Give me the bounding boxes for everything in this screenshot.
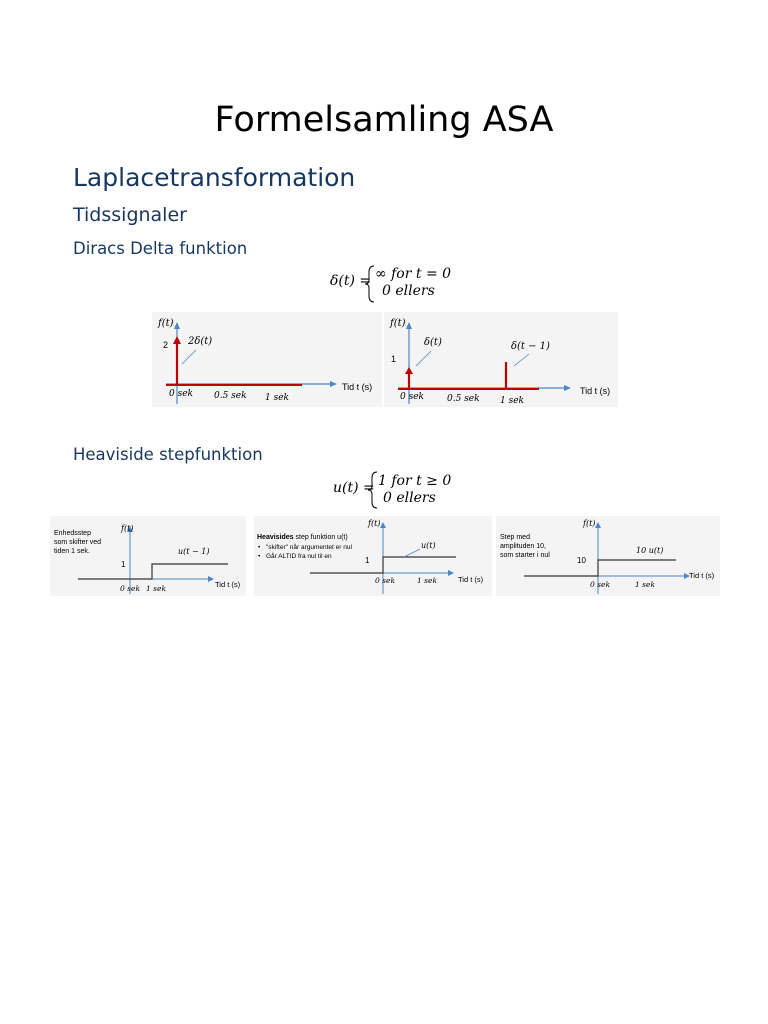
annotation-label-1: δ(t) bbox=[424, 337, 442, 348]
x-tick-0: 0 sek bbox=[590, 580, 610, 589]
dirac-formula-case2: 0 ellers bbox=[382, 283, 435, 299]
bullet-dot-icon: • bbox=[258, 553, 261, 560]
heaviside-formula-case2: 0 ellers bbox=[383, 490, 436, 506]
dirac-formula-case1: ∞ for t = 0 bbox=[375, 266, 452, 282]
y-tick: 10 bbox=[577, 556, 586, 565]
y-tick: 1 bbox=[121, 560, 126, 569]
x-tick-2: 1 sek bbox=[265, 393, 289, 403]
x-label: Tid t (s) bbox=[342, 382, 373, 392]
heading-tidssignaler: Tidssignaler bbox=[73, 204, 187, 226]
dirac-formula-lhs: δ(t) = bbox=[330, 273, 372, 289]
y-label: f(t) bbox=[121, 524, 134, 533]
x-tick-1: 0.5 sek bbox=[447, 394, 480, 404]
page-title: Formelsamling ASA bbox=[214, 100, 554, 140]
x-label: Tid t (s) bbox=[458, 575, 484, 584]
y-label: f(t) bbox=[390, 318, 406, 329]
note-heading: Heavisides step funktion u(t) bbox=[257, 534, 348, 541]
heaviside-formula-lhs: u(t) = bbox=[333, 480, 375, 496]
heading-dirac: Diracs Delta funktion bbox=[73, 239, 248, 258]
x-tick-1: 0.5 sek bbox=[214, 391, 247, 401]
x-label: Tid t (s) bbox=[689, 571, 715, 580]
y-label: f(t) bbox=[368, 519, 381, 528]
note-line-2: som skifter ved bbox=[54, 539, 102, 546]
y-tick: 1 bbox=[365, 556, 370, 565]
curve-label: 10 u(t) bbox=[636, 546, 664, 555]
x-tick-1: 1 sek bbox=[417, 576, 437, 585]
curve-label: u(t − 1) bbox=[178, 547, 210, 556]
step-figure-2 bbox=[254, 516, 492, 596]
x-tick-2: 1 sek bbox=[500, 396, 524, 406]
x-tick-0: 0 sek bbox=[375, 576, 395, 585]
step-figure-3 bbox=[496, 516, 720, 596]
note-line-3: som starter i nul bbox=[500, 552, 550, 559]
x-tick-0: 0 sek bbox=[169, 389, 193, 399]
curve-label: u(t) bbox=[421, 541, 436, 550]
bullet-dot-icon: • bbox=[258, 544, 261, 551]
note-line-3: tiden 1 sek. bbox=[54, 548, 90, 555]
x-tick-1: 1 sek bbox=[146, 584, 166, 593]
step-figure-1 bbox=[50, 516, 246, 596]
y-label: f(t) bbox=[158, 318, 174, 329]
x-tick-0: 0 sek bbox=[120, 584, 140, 593]
heaviside-formula-case1: 1 for t ≥ 0 bbox=[378, 473, 452, 489]
note-line-1: Step med bbox=[500, 534, 530, 541]
dirac-figure-1 bbox=[152, 312, 382, 407]
heaviside-formula bbox=[333, 471, 463, 511]
bullet-1: "skifter" når argumentet er nul bbox=[266, 544, 352, 551]
y-tick: 2 bbox=[163, 340, 169, 350]
x-tick-0: 0 sek bbox=[400, 392, 424, 402]
heading-heaviside: Heaviside stepfunktion bbox=[73, 445, 263, 464]
y-tick: 1 bbox=[391, 354, 397, 364]
x-label: Tid t (s) bbox=[580, 386, 611, 396]
annotation-label-2: δ(t − 1) bbox=[511, 341, 550, 352]
y-label: f(t) bbox=[583, 519, 596, 528]
note-line-1: Enhedsstep bbox=[54, 530, 91, 537]
annotation-label: 2δ(t) bbox=[188, 336, 213, 347]
x-tick-1: 1 sek bbox=[635, 580, 655, 589]
note-line-2: amplituden 10, bbox=[500, 543, 546, 550]
bullet-2: Går ALTID fra nul til en bbox=[266, 553, 332, 560]
x-label: Tid t (s) bbox=[215, 580, 241, 589]
dirac-formula bbox=[330, 265, 460, 305]
heading-laplace: Laplacetransformation bbox=[73, 163, 356, 192]
dirac-figure-2 bbox=[384, 312, 618, 407]
